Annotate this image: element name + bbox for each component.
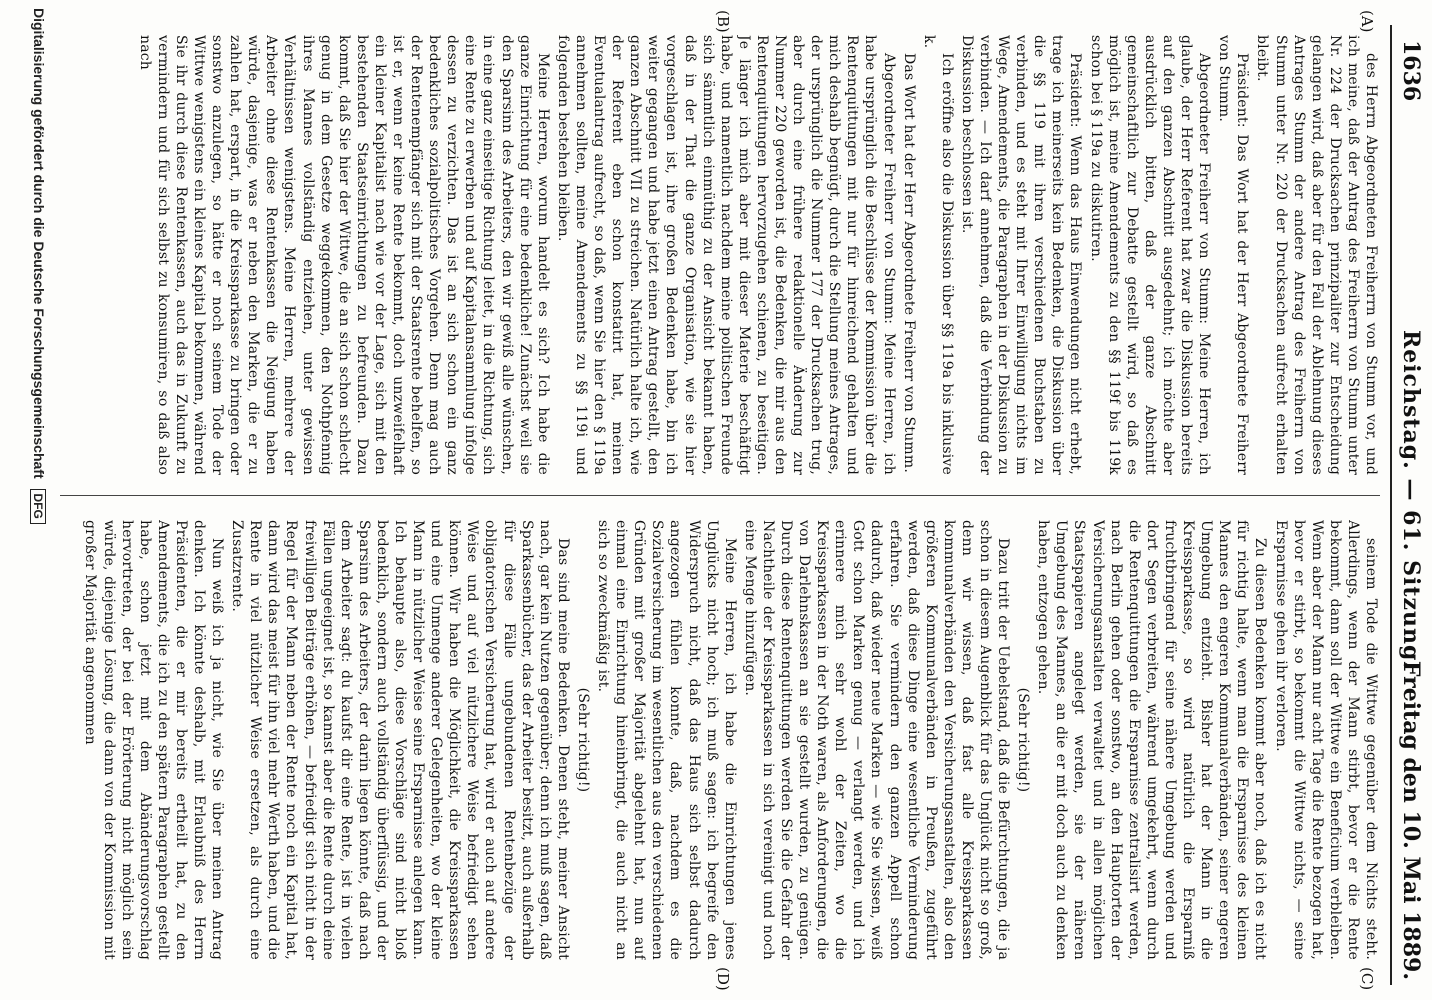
paragraph: Das sind meine Bedenken. Denen steht, meiner Ansicht nach, gar kein Nutzen gegenüber; denn ich muß sagen, daß Sparkassenbücher, das der Arbeiter besitzt, auch außerhalb für diese Fälle ungebundenen Rentenbezüge der obligatorischen Versicherung hat, wird er auch auf andere Weise und auf viel nützlichere Weise befriedigt sehen können. Wir haben die Möglichkeit, die Kreissparkassen und eine Unmenge anderer Gelegenheiten, wo der kleine Mann in nützlicher Weise seine Ersparnisse anlegen kann. Ich behaupte also, diese Vorschläge sind nicht bloß bedenklich, sondern auch vollständig überflüssig, und der Sparsinn des Arbeiters, der darin liegen könnte, daß nach dem Arbeiter sagt: du kaufst dir eine Rente, ist in vielen Fällen ungeeignet ist, so kannst aber die Rente durch deine freiwilligen Beiträge erhöhen, — befriedigt sich nicht in der Regel für der Mann neben der Rente noch ein Kapital hat, dann wird das meist für ihn viel mehr Werth haben, und die Rente in viel nützlicher Weise ersetzen, als durch eine Zusatzrente. bbox=[229, 520, 571, 960]
margin-mark-a: (A) bbox=[1358, 10, 1376, 33]
paragraph: Nun weiß ich ja nicht, wie Sie über meinen Antrag denken. Ich könnte deshalb, mit Erlaubniß des Herrn Präsidenten, die er mir bereits ertheilt hat, zu den Amendements, die ich zu den spätern Paragraphen gestellt habe, schon jetzt mit dem Abänderungsvorschlag hervortreten, der bei der Erörterung nicht möglich sein würde, diejenige Lösung, die dann von der Kommission mit großer Majorität angenommen bbox=[82, 520, 226, 960]
interjection: (Sehr richtig!) bbox=[574, 687, 591, 793]
text-column-left bbox=[60, 35, 1380, 475]
paragraph: Das Wort hat der Herr Abgeordnete Freiherr von Stumm. bbox=[900, 53, 917, 474]
margin-mark-c: (C) bbox=[1358, 967, 1376, 991]
paragraph: des Herrn Abgeordneten Freiherrn von Stumm vor, und ich meine, daß der Antrag des Freiherrn von Stumm unter Nr. 224 der Drucksachen prinzipaliter zur Entscheidung gelangen wird, daß aber für den Fall der Ablehnung dieses Antrages Stumm der andere Antrag des Freiherrn von Stumm unter Nr. 220 der Drucksachen aufrecht erhalten bleibt. bbox=[1254, 35, 1379, 475]
paragraph: Meine Herren, worum handelt es sich? Ich habe die ganze Einrichtung für eine bedenkliche! Zunächst weil sie den Sparsinn des Arbeiters, den wir gewiß alle wünschen, in eine ganz einseitige Richtung leitet, in die Richtung, sich eine Rente zu erwerben und auf Kapitalansammlung infolge dessen zu verzichten. Das ist an sich schon ein ganz bedenkliches sozialpolitisches Vorgehen. Denn mag auch der Rentenempfänger sich mit der Staatsrente behelfen, so ist er, wenn er keine Rente bekommt, doch unzweifelhaft ein kleiner Kapitalist nach wie vor der Lage, sich mit den bestehenden Staatseinrichtungen zu befreunden. Dazu kommt, daß Sie hier der Wittwe, die an sich schon schlecht genug in dem Gesetze weggekommen, den Nothpfennig ihres Mannes vollständig entziehen, unter gewissen Verhältnissen wenigstens. Meine Herren, mehrere der Arbeiter ohne diese Rentenkassen die Neigung haben würde, dasjenige, was er neben den Marken, die er zu zahlen hat, erspart, in die Kreissparkasse zu bringen oder sonstwo anzulegen, so hätte er noch seinem Tode der Wittwe wenigstens ein kleines Kapital bekommen, während Sie ihr durch diese Rentenkassen, auch das in Zukunft zu vermindern und für sich selbst zu konsumiren, so daß also nach bbox=[136, 35, 551, 475]
page-title: Reichstag. — 61. Sitzung. bbox=[1398, 329, 1424, 671]
paragraph: Präsident: Wenn das Haus Einwendungen nicht erhebt, trage ich meinerseits kein Bedenken, die Diskussion über die §§ 119 mit ihren verschiedenen Buchstaben zu verbinden, und es steht mit Ihrer Einwilligung nichts im Wege, Amendements, die Paragraphen in der Diskussion zu verbinden. — Ich darf annehmen, daß die Verbindung der Diskussion beschlossen ist. bbox=[958, 35, 1084, 475]
column-divider bbox=[60, 495, 1380, 496]
paragraph: Abgeordneter Freiherr von Stumm: Meine Herren, ich habe ursprünglich die Beschlüsse der Kommission über die Rentenquittungen mit nur für hinreichend gehalten und mich deshalb begnügt, durch die Stellung meines Antrages, der ursprünglich die Nummer 177 der Drucksachen trug, aber durch eine frühere redaktionelle Änderung zur Nummer 220 geworden ist, die Bedenken, die mir aus den Rentenquittungen hervorzugehen schienen, zu beseitigen. Je länger ich mich aber mit dieser Materie beschäftigt habe, und namentlich nachdem meine politischen Freunde sich sämmtlich einmüthig zu der Ansicht bekannt haben, daß in der That die ganze Organisation, wie sie hier vorgeschlagen ist, ihre großen Bedenken habe, bin ich weiter gegangen und habe jetzt einen Antrag gestellt, den ganzen Abschnitt VII zu streichen. Natürlich halte ich, wie der Referent eben schon konstatirt hat, meinen Eventualantrag aufrecht, so daß, wenn Sie hier den § 119a annehmen sollten, meine Amendements zu §§ 119i und folgenden bestehen bleiben. bbox=[554, 35, 897, 475]
credit-text: Digitalisierung gefördert durch die Deutsche Forschungsgemeinschaft bbox=[31, 8, 47, 479]
paragraph: Abgeordneter Freiherr von Stumm: Meine Herren, ich glaube, der Herr Referent hat zwar die Diskussion bereits auf den ganzen Abschnitt ausgedehnt; ich möchte aber ausdrücklich bitten, daß der ganze Abschnitt gemeinschaftlich zur Debatte gestellt wird, so daß es möglich ist, meine Amendements zu den §§ 119f bis 119k schon bei § 119a zu diskutiren. bbox=[1087, 35, 1213, 475]
paragraph: Dazu tritt der Uebelstand, daß die Befürchtungen, die ja schon in diesem Augenblick für das Unglück nicht so groß, denn wir wissen, daß fast alle Kreissparkassen kommunalverbänden den Versicherungsanstalten, also den größeren Kommunalverbänden in Preußen, zugeführt werden, daß diese Dinge eine wesentliche Verminderung erfahren. Sie vermindern den ganzen Appell schon dadurch, daß wieder neue Marken — wie Sie wissen, weiß Gott schon Marken genug — verlangt werden, und ich erinnere mich sehr wohl der Zeiten, wo die Kreissparkassen in der Noth waren, als Anforderungen, die von Darlehnskassen an sie gestellt wurden, zu genügen. Durch diese Rentenquittungen werden Sie die Gefahr der Nachtheile der Kreissparkassen in sich vereinigt und noch eine Menge hinzufügen. bbox=[741, 520, 1012, 960]
page-date: Freitag den 10. Mai 1889. bbox=[1398, 660, 1424, 980]
text-column-right bbox=[60, 520, 1380, 960]
margin-mark-d: (D) bbox=[714, 967, 732, 991]
dfg-logo: DFG bbox=[30, 489, 46, 524]
margin-mark-b: (B) bbox=[714, 10, 732, 33]
paragraph: Ich eröffne also die Diskussion über §§ 119a bis inklusive k. bbox=[920, 35, 955, 475]
paragraph: Zu diesen Bedenken kommt aber noch, daß ich es nicht für richtig halte, wenn man die Ersparnisse des kleinen Mannes den engeren Kommunalverbänden, seiner engeren Umgebung entzieht. Bisher hat der Mann in die Kreissparkasse, so wird natürlich die Ersparniß fruchtbringend für seine nähere Umgebung werden und dort Segen verbreiten, während umgekehrt, wenn durch die Rentenquittungen die Ersparnisse zentralisirt werden, nach Berlin gehen oder sonstwo, an den Hauptorten der Versicherungsanstalten verwaltet und in allen möglichen Staatspapieren angelegt werden, sie der näheren Umgebung des Mannes, an die er mit doch auch zu denken haben, entzogen gehen. bbox=[1035, 520, 1269, 960]
page-header bbox=[1392, 0, 1432, 1000]
paragraph: Meine Herren, ich habe die Einrichtungen jenes Unglücks nicht hoch; ich muß sagen: ich begreife den Widerspruch nicht, daß das Haus sich selbst dadurch angezogen fühlen konnte, daß, nachdem es die Sozialversicherung im wesentlichen aus den verschiedenen Gründen mit großer Majorität abgelehnt hat, nun auf einmal eine Einrichtung hineinbringt, die auch nicht an sich so zweckmäßig ist. bbox=[595, 520, 738, 960]
interjection: (Sehr richtig!) bbox=[1015, 687, 1032, 793]
digitization-credit bbox=[19, 8, 47, 998]
paragraph: Präsident: Das Wort hat der Herr Abgeordnete Freiherr von Stumm. bbox=[1216, 35, 1251, 475]
paragraph: seinem Tode die Wittwe gegenüber dem Nichts steht. Allerdings, wenn der Mann stirbt, bevor er die Rente bekommt, dann soll der Wittwe ein Beneficium verbleiben. Wenn aber der Mann nur acht Tage die Rente bezogen hat, bevor er stirbt, so bekommt die Wittwe nichts, — seine Ersparnisse gehen ihr verloren. bbox=[1272, 520, 1379, 960]
page-number: 1636 bbox=[1398, 40, 1424, 102]
header-rule bbox=[1390, 25, 1392, 985]
